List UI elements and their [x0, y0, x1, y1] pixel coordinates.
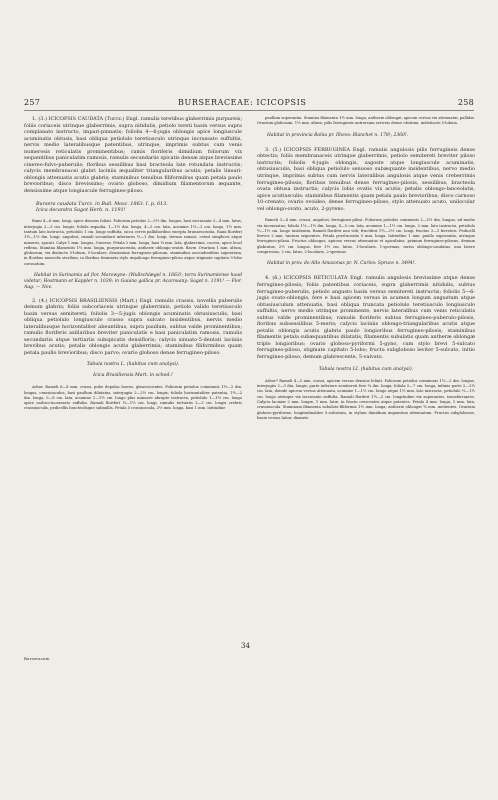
footer-label: Burseraceæ.	[24, 656, 51, 661]
species-notes: Arbor. Rameli 6—8 mm. crassi, pube depulsa laeves, glaucescentes. Foliorum petiolus communis 1½—2 dm. longus, crassiusculus, basi paullum dilatatus, interjugiis 2—2½ cm. longis; foliola horizontaliter patentia, 1½—2 dm. longa, 5—8 cm. lata, acumine 1—1½ cm. longo plus minusve abrupte instructa, petiolulo 1—1½ cm. longo apice nodoso-incrassato suffulta. Ramuli floriferi ¼—1½ cm. longi, ramulis tertiariis 2—3 cm. longis crebris crassiusculis, pedicellis bracteolisque subnullis. Petala 5 crassiuscula, 2½ mm. longa, basi 1 mm. latitudine	[24, 385, 242, 411]
folio-number: 34	[241, 642, 250, 650]
species-notes: Arbor? Rameli 4—5 mm. crassi, apicem versus densius foliati. Foliorum petiolus communis 1½—2 dm. longus, interjugiis 2—3 dm. longis, parte inferiore semitereti fere ¾ dm. longa; foliola 5—7 cm. longa, infimis parte 2—2½ cm. lata, deinde apicem versus attenuata, acumine 1—1½ cm. longo atque 1½ mm. lato instructa, petiolulo ½—1½ cm. longo utrinque vix incrassato suffulta. Ramuli floriferi 1½—2 cm. longitudine vix superantes, transferrantes. Calycis laciniæ 2 mm. longæ, 1 mm. latæ, in fructu crescentes atque patentes. Petala 4 mm. longa, 1 mm. lata, crassiuscula. Staminum filamenta subulato-filiformia 1½ mm. longa; antheræ oblongæ ¾ mm. metientes. Ovarium globoso-pyriforme, longitudinaliter 5-sulcatum, in stylum dimidium æquantem attenuatum. Fructus subglobosus, basin versus latior, diametr.	[257, 378, 475, 420]
species-notes: paullum superantia. Stamina filamenta 1½ mm. longa; antheræ oblongæ, apicem versus vix attenuatæ, pallidæ. Ovarium globosum, 1½ mm. altum, pilis ferrugineis antrorsum sericeis dense obsitum, indistincte 5-lobum.	[257, 116, 475, 126]
left-column	[24, 116, 242, 412]
spacer	[257, 139, 475, 147]
synonym-citation: Icica decandra Sagot Herb. n. 1191!	[36, 206, 126, 213]
species-description: 2. (4.) ICICOPSIS BRASILIENSIS (Mart.) Engl. ramulis crassis, novellis puberulis demum glabris; foliis subcoriaceis utrinque glaberrimis, petiolo valido teretiusculo basin versus semitereti; foliolis 3—5-jugis oblongis acuminatis obtusiusculis, basi obliqua petiolulo longiusculo crasso supra sulcato insidentibus, nervis medio lateralibusque horizontaliter abeuntibus, supra paullum, subtus valde prominentibus; ramulis floriferis axillaribus breviter paniculatis e basi paniculatim ramosis, ramulis secundariis atque tertiariis subspicatis densifloris; calycis sinuato-5-dentati laciniis brevibus acutis; petalis oblongis acutis glaberrimis; staminibus filiformibus quam petala paullo brevioribus; disco parvo; ovario globoso dense ferrugineo-piloso.	[24, 297, 242, 356]
page-number-right: 258	[457, 98, 474, 107]
species-description: 1. (3.) ICICOPSIS CAUDATA (Turcz.) Engl. ramulis teretibus glaberrimis purpureis; foliis coriaceis utrinque glaberrimis, supra nitidulis, petiolo tereti basin versus supra complanato instructo, impari-pinnatis; foliolis 4—6-jugis oblongis apice longiuscule acuminatis obtusis, basi obliqua petiolulo teretiusculo utrinque incrassato suffultis, nervis medio lateralibusque patentibus, utrinque, imprimis subtus cum venis numerosis reticulatis prominentibus; ramis floriferis dimidium foliorum vix sequentibus paniculatim ramosis, ramulis secundariis spicatis densæ atque brevissime cinereo-fulvo-puberulis; floribus sessilibus basi bracteola late rotundata instructis; calycis membranacei glabri laciniis æqualiter triangularibus acutis; petalis lineari-oblongis attenuatis acutis glabris; staminibus tenuibus filiformibus quam petala paulo brevioribus; disco brevissimo; ovario globoso, dimidium filamentorum æquante, densissime atque longiuscule ferrugineo-piloso.	[24, 116, 243, 195]
species-description: 4. (6.) ICICOPSIS RETICULATA Engl. ramulis angulosis brevissime atque dense ferrugineo-pilosis; foliis patentibus coriaceis, supra glaberrimis nitidulis, subtus ferrugineo-puberulis, petiolo angusto basin versus semitereti instructis; foliolis 5—6-jugis ovato-oblongis, fere e basi apicem versus in acumen longum angustum atque obtusiusculum attenuatis, basi obliqua truncata petiolulo teretiusculo longiusculo suffultis, nervo medio utrinque prominente, nervis lateralibus cum venis reticulatis subtus valde prominentibus; ramulis floriferis subtus ferrugineo-puberulo-pilosis, floribus subsessilibus 5-meris; calycis laciniis oblongo-triangularibus acutis atque petalis oblongis acutis glabris paulo longioribus ferrugineo-pilosis; staminibus filamentis petala subæquantibus dilatatis, filamentis subulatis quam antheræ oblongæ triplo longioribus; ovario globoso-pyriformi 5-gyno, cum stylo brevi 5-sulcato ferrugineo-piloso, stigmate capitato 5-lobo; fructu subgloboso leviter 5-sulcato, initio ferrugineo-piloso, demum glabrescente, 5-valvato.	[257, 275, 475, 360]
plate-reference: Tabula nostra LI. (habitus cum analysi).	[318, 366, 414, 372]
plate-reference: Tabula nostra L. (habitus cum analysi).	[86, 362, 180, 368]
specimen-locality: Habitat in Surinamia ad flor. Marowyne: (Wullschlægel n. 1663!; terra Surinamiense haud videtur; Hostmann et Kappler n. 1039; in Guiana gallica pr. Acarouany: Sagot n. 1191! — Flor. Aug. — Nov.	[24, 272, 242, 291]
specimen-locality: Habitat in provincia Bahia pr. Ilheos: Blanchet n. 178!; 2360!.	[267, 132, 409, 138]
page-number-left: 257	[24, 98, 41, 107]
specimen-locality: Habitat in prov. do Alto Amazonas pr. N. Carlos: Spruce n. 3494!.	[267, 261, 416, 267]
right-column	[257, 116, 475, 421]
species-notes: Rameli 3—4 mm. crassi, angulosi, ferrugineo-pilosi. Foliorum petiolus communis 2—2½ dm. longus, ad medio vix incrassatus; foliola 1½—1½ dm. longa, 4—5 cm. lata, acumine 1—1½ cm. longo, 2 mm. lato instructa, petiolulo ½—1½ cm. longo insidentia. Ramuli floriferi non vidi; fructiferi 1½—2½ cm. longi, fructus 3—3 ferreteis. Pedicelli breves 2 mm. tantum sequentes. Petala persluceatis 5 mm. longa, latitudine 1 mm. paullo superantia, utrinque ferrugineo-pilosa. Fructus oblongus, apicem versus attenuatus et apiculatus, primum ferrugineo-pilosus, demum glabratus, 2½ cm. longus, fere 1½ cm. latus, 1-locularis, 1-spermus, rariss oblongo-candatus, una latere compressus, 2 cm. latus, 2-locularis, 2-spermus.	[257, 218, 475, 254]
header-rule	[24, 110, 474, 111]
plate-reference: Icica Brasiliensis Mart. in sched.!	[93, 372, 173, 378]
species-description: 3. (5.) ICICOPSIS FERRUGINEA Engl. ramulis angulosis pilis ferrugineis dense obtectis; foliis membranaceis utrinque glaberrimis, petiolo semitereti breviter piloso instructis; foliolis 4-jugis oblongis, sagoste atque longiuscule acuminatis, obtusiusculis, basi obliqua petiolulo senuoso subæquante insidentibus, nervo medio utrinque, imprimis subtus cum nervis lateralibus angulosis atque venis creberrimis ferrugineo-pilosis; floribus tenuibus dense ferrugineo-pilosis, sessilibus, bracteola ovata obtusa instructis; calycis lobis ovatis vix acutis; petalis oblongo-lanceolatis, apice acutiusculis; staminibus filamentis quam petala paulo brevioribus; disco carnoso 10-crenato; ovario ovoideo, dense ferrugineo-piloso, stylo attenuato acuto, unilocular vel oblongo-ovato, acuto, 2-pyreno.	[257, 146, 475, 212]
running-title: BURSERACEAE: ICICOPSIS	[178, 98, 307, 107]
species-notes: Rami 4—6 mm. longi, apice densius foliati. Foliorum petiolus 2—5½ dm. longus, basi incrassata 3—4 mm. latus, interjugia 2—3 cm. longis; foliola æqualia, 1—1½ dm. longa, 4—5 cm. lata, acumine 1½—2 cm. longo, 1½ mm. tantum lato instructa, petiolulo 1 cm. longo suffulta, sicca cervis pallidioribus excepta brunnescentia. Rami floriferi 1½—1½ dm. longi, angulosi; ramuli secundarii inferiores ½—1 dm. longi, iterum ramosi, ceteri simplices atque minores, spicati. Calyx 1 mm. longus, 5-merus. Petala 2 mm. longa, basi ¼ mm. lata, glaberrima, cocrea, apice leucl reflexa. Stamina filamentis 1½ mm. longa, purpurascentia, antheræ oblongo-ovatæ, flavæ. Ovarium 1 mm. altum, globosum, vix distincte 5-lobum, 5-loculare, densissime ferrugineo-pilosum, staminibus ascendentibus superatum, in floribus masculis sterilum, in floribus fœmineis stylo æquilongo ferrugineo-piloso atque stigmate capitato 5-lobo coronatum.	[24, 219, 242, 266]
running-header	[0, 98, 498, 110]
synonym-citation: Bursera caudata Turcz. in Bull. Mosc. 1863. I. p. 613.	[36, 200, 168, 207]
